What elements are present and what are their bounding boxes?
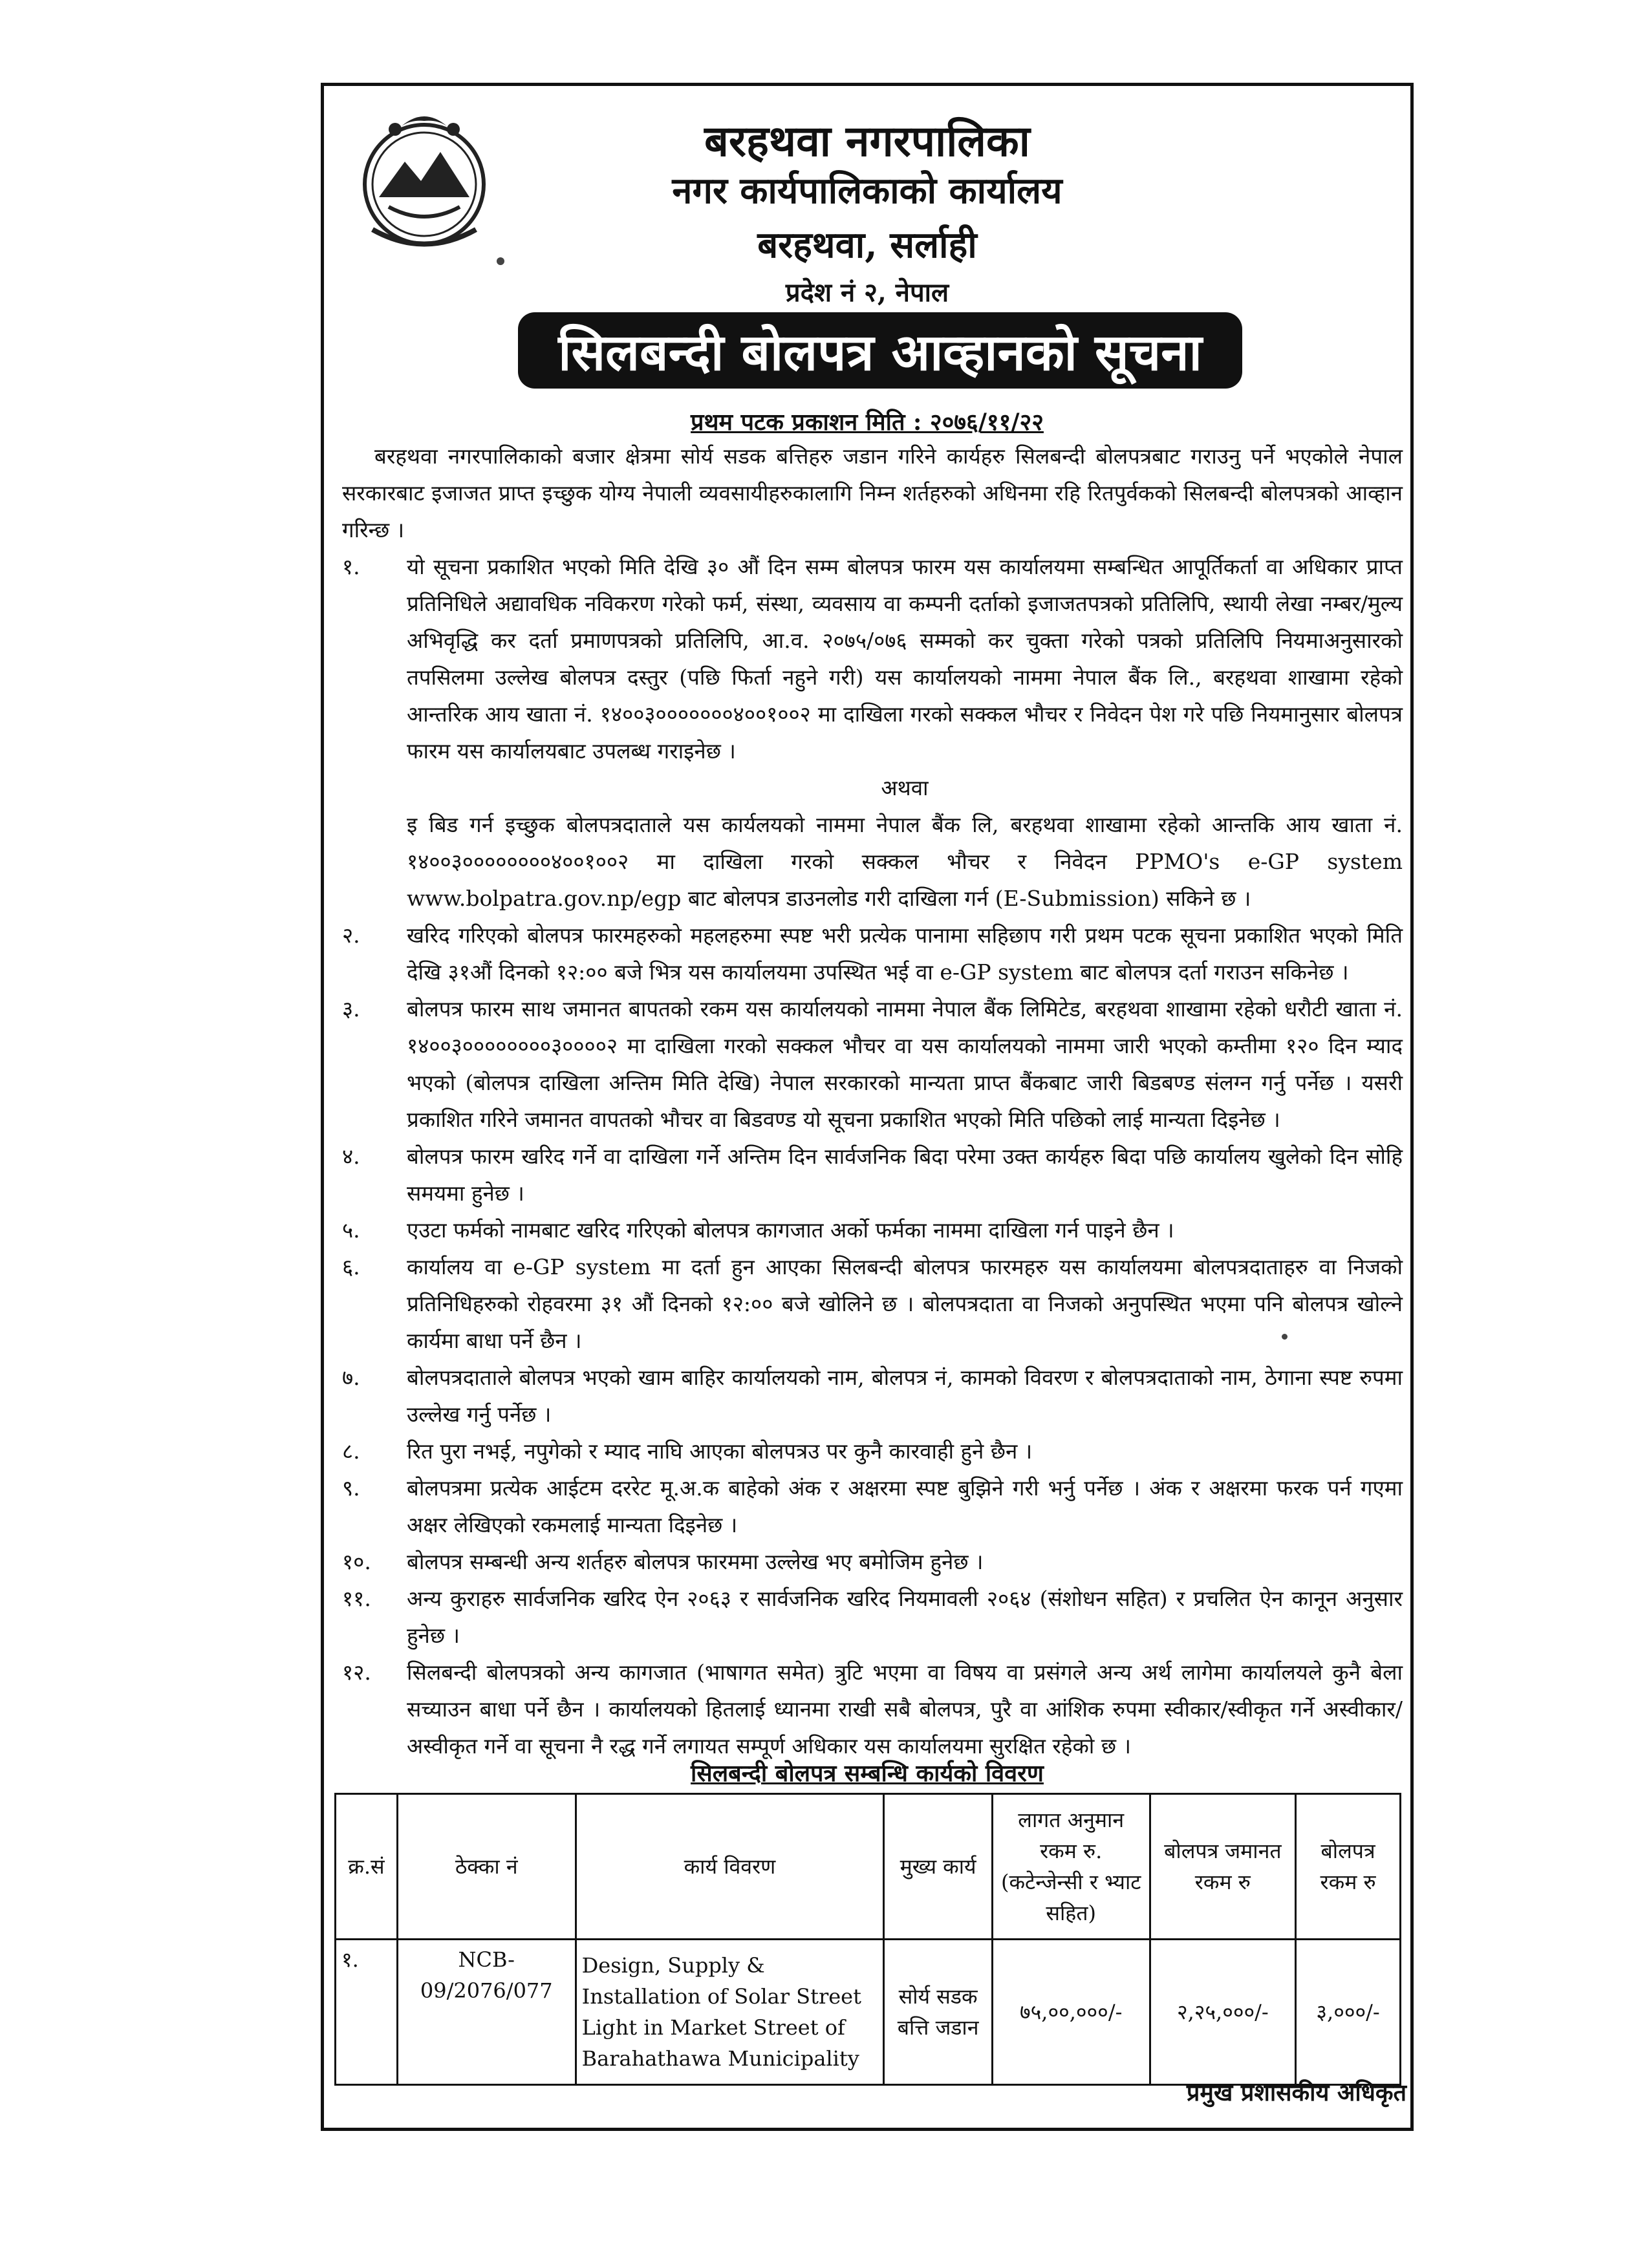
cell-cost-estimate: ७५,००,०००/- (992, 1940, 1150, 2085)
office-name: नगर कार्यपालिकाको कार्यालय (672, 169, 1062, 212)
notice-title: सिलबन्दी बोलपत्र आव्हानको सूचना (518, 312, 1242, 389)
item-text: बोलपत्रमा प्रत्येक आईटम दररेट मू.अ.क बाहेको अंक र अक्षरमा स्पष्ट बुझिने गरी भर्नु पर्नेछ । अंक र अक्षरमा फरक पर्न गएमा अक्षर लेखिएको रकमलाई मान्यता दिइनेछ । (407, 1475, 1403, 1537)
intro-paragraph: बरहथवा नगरपालिकाको बजार क्षेत्रमा सोर्य सडक बत्तिहरु जडान गरिने कार्यहरु सिलबन्दी बोलपत्रबाट गराउनु पर्ने भएकोले नेपाल सरकारबाट इजाजत प्राप्त इच्छुक योग्य नेपाली व्यवसायीहरुकालागि निम्न शर्तहरुको अधिनमा रहि रितपुर्वकको सिलबन्दी बोलपत्रको आव्हान गरिन्छ । (342, 444, 1403, 542)
item-1-alternative: इ बिड गर्न इच्छुक बोलपत्रदाताले यस कार्यलयको नाममा नेपाल बैंक लि, बरहथवा शाखामा रहेको आन्तकि आय खाता नं. १४००३००००००००४००१००२ मा दाखिला गरको सक्कल भौचर र निवेदन PPMO's e-GP system www.bolpatra.gov.np/egp बाट बोलपत्र डाउनलोड गरी दाखिला गर्न (E-Submission) सकिने छ । (407, 812, 1403, 911)
province: प्रदेश नं २, नेपाल (785, 277, 949, 308)
column-header: बोलपत्र जमानत रकम रु (1150, 1794, 1296, 1940)
condition-item (342, 917, 1403, 990)
condition-item (342, 548, 1403, 769)
work-details-table (334, 1793, 1401, 2086)
item-text: बोलपत्र फारम साथ जमानत बापतको रकम यस कार्यालयको नाममा नेपाल बैंक लिमिटेड, बरहथवा शाखामा रहेको धरौटी खाता नं. १४००३००००००००३००००२ मा दाखिला गरको सक्कल भौचर वा यस कार्यालयको नाममा जारी भएको कम्तीमा १२० दिन म्याद भएको (बोलपत्र दाखिला अन्तिम मिति देखि) नेपाल सरकारको मान्यता प्राप्त बैंकबाट जारी बिडबण्ड संलग्न गर्नु पर्नेछ । यसरी प्रकाशित गरिने जमानत वापतको भौचर वा बिडवण्ड यो सूचना प्रकाशित भएको मिति पछिको लाई मान्यता दिइनेछ । (407, 996, 1403, 1132)
column-header: लागत अनुमान रकम रु. (कटेन्जेन्सी र भ्याट सहित) (992, 1794, 1150, 1940)
notice-body (342, 438, 1403, 1764)
cell-bid-fee: ३,०००/- (1296, 1940, 1401, 2085)
condition-item (342, 1470, 1403, 1543)
condition-item (342, 1654, 1403, 1764)
condition-item (342, 1543, 1403, 1580)
or-separator: अथवा (881, 775, 929, 800)
item-number: १२. (342, 1660, 371, 1685)
condition-item (342, 1359, 1403, 1433)
column-header: मुख्य कार्य (884, 1794, 993, 1940)
item-text: अन्य कुराहरु सार्वजनिक खरिद ऐन २०६३ र सार्वजनिक खरिद नियमावली २०६४ (संशोधन सहित) र प्रचलित ऐन कानून अनुसार हुनेछ । (407, 1586, 1403, 1648)
item-text: खरिद गरिएको बोलपत्र फारमहरुको महलहरुमा स्पष्ट भरी प्रत्येक पानामा सहिछाप गरी प्रथम पटक सूचना प्रकाशित भएको मिति देखि ३१औं दिनको १२:०० बजे भित्र यस कार्यालयमा उपस्थित भई वा e-GP system बाट बोलपत्र दर्ता गराउन सकिनेछ । (407, 923, 1403, 985)
column-header: कार्य विवरण (576, 1794, 884, 1940)
office-location: बरहथवा, सर्लाही (757, 224, 977, 266)
column-header: क्र.सं (336, 1794, 398, 1940)
cell-serial: १. (336, 1940, 398, 2085)
item-text: बोलपत्र सम्बन्धी अन्य शर्तहरु बोलपत्र फारममा उल्लेख भए बमोजिम हुनेछ । (407, 1549, 984, 1574)
table-header-row (336, 1794, 1401, 1940)
cell-contract-no: NCB-09/2076/077 (397, 1940, 576, 2085)
item-text: बोलपत्र फारम खरिद गर्ने वा दाखिला गर्ने अन्तिम दिन सार्वजनिक बिदा परेमा उक्त कार्यहरु बिदा पछि कार्यालय खुलेको दिन सोहि समयमा हुनेछ । (407, 1144, 1403, 1206)
scan-speck (1282, 1334, 1288, 1340)
org-name: बरहथवा नगरपालिका (704, 116, 1030, 166)
item-number: २. (342, 923, 360, 948)
cell-main-work: सोर्य सडक बत्ति जडान (884, 1940, 993, 2085)
item-number: ५. (342, 1217, 360, 1243)
item-number: ११. (342, 1586, 371, 1611)
scan-speck (497, 257, 504, 265)
condition-item (342, 1138, 1403, 1212)
item-text: कार्यालय वा e-GP system मा दर्ता हुन आएका सिलबन्दी बोलपत्र फारमहरु यस कार्यालयमा बोलपत्रदाताहरु वा निजको प्रतिनिधिहरुको रोहवरमा ३१ औं दिनको १२:०० बजे खोलिने छ । बोलपत्रदाता वा निजको अनुपस्थित भएमा पनि बोलपत्र खोल्ने कार्यमा बाधा पर्ने छैन । (407, 1254, 1403, 1353)
condition-item (342, 1248, 1403, 1359)
item-number: १०. (342, 1549, 371, 1574)
item-number: ८. (342, 1439, 360, 1464)
item-text: बोलपत्रदाताले बोलपत्र भएको खाम बाहिर कार्यालयको नाम, बोलपत्र नं, कामको विवरण र बोलपत्रदाताको नाम, ठेगाना स्पष्ट रुपमा उल्लेख गर्नु पर्नेछ । (407, 1365, 1403, 1427)
item-number: ७. (342, 1365, 360, 1390)
signature-title: प्रमुख प्रशासकीय अधिकृत (1186, 2079, 1406, 2106)
item-number: ६. (342, 1254, 360, 1279)
item-text: सिलबन्दी बोलपत्रको अन्य कागजात (भाषागत समेत) त्रुटि भएमा वा विषय वा प्रसंगले अन्य अर्थ लागेमा कार्यालयले कुनै बेला सच्याउन बाधा पर्ने छैन । कार्यालयको हितलाई ध्यानमा राखी सबै बोलपत्र, पुरै वा आंशिक रुपमा स्वीकार/स्वीकृत गर्ने अस्वीकार/अस्वीकृत गर्ने वा सूचना नै रद्ध गर्ने लगायत सम्पूर्ण अधिकार यस कार्यालयमा सुरक्षित रहेको छ । (407, 1660, 1403, 1759)
item-number: ४. (342, 1144, 360, 1169)
item-text: यो सूचना प्रकाशित भएको मिति देखि ३० औं दिन सम्म बोलपत्र फारम यस कार्यालयमा सम्बन्धित आपूर्तिकर्ता वा अधिकार प्राप्त प्रतिनिधिले अद्यावधिक नविकरण गरेको फर्म, संस्था, व्यवसाय वा कम्पनी दर्ताको इजाजतपत्रको प्रतिलिपि, स्थायी लेखा नम्बर/मुल्य अभिवृद्धि कर दर्ता प्रमाणपत्रको प्रतिलिपि, आ.व. २०७५/०७६ सम्मको कर चुक्ता गरेको पत्रको प्रतिलिपि नियमाअनुसारको तपसिलमा उल्लेख बोलपत्र दस्तुर (पछि फिर्ता नहुने गरी) यस कार्यालयको नाममा नेपाल बैंक लि., बरहथवा शाखामा रहेको आन्तरिक आय खाता नं. १४००३०००००००४००१००२ मा दाखिला गरको सक्कल भौचर र निवेदन पेश गरे पछि नियमानुसार बोलपत्र फारम यस कार्यालयबाट उपलब्ध गराइनेछ । (407, 554, 1403, 764)
item-text: रित पुरा नभई, नपुगेको र म्याद नाघि आएका बोलपत्रउ पर कुनै कारवाही हुने छैन । (407, 1439, 1033, 1464)
condition-item (342, 990, 1403, 1138)
cell-description: Design, Supply & Installation of Solar Street Light in Market Street of Barahathawa Municipality (576, 1940, 884, 2085)
publication-date: प्रथम पटक प्रकाशन मिति : २०७६/११/२२ (691, 409, 1044, 436)
item-number: १. (342, 554, 360, 579)
condition-item (342, 1580, 1403, 1654)
cell-bid-security: २,२५,०००/- (1150, 1940, 1296, 2085)
item-text: एउटा फर्मको नामबाट खरिद गरिएको बोलपत्र कागजात अर्को फर्मका नाममा दाखिला गर्न पाइने छैन । (407, 1217, 1174, 1243)
item-number: ९. (342, 1475, 360, 1501)
notice-frame (321, 83, 1414, 2131)
table-title: सिलबन्दी बोलपत्र सम्बन्धि कार्यको विवरण (691, 1760, 1044, 1787)
column-header: ठेक्का नं (397, 1794, 576, 1940)
table-row (336, 1940, 1401, 2085)
condition-item (342, 1212, 1403, 1248)
item-number: ३. (342, 996, 360, 1022)
publication-date-line (324, 405, 1410, 437)
condition-item (342, 1433, 1403, 1470)
column-header: बोलपत्र रकम रु (1296, 1794, 1401, 1940)
